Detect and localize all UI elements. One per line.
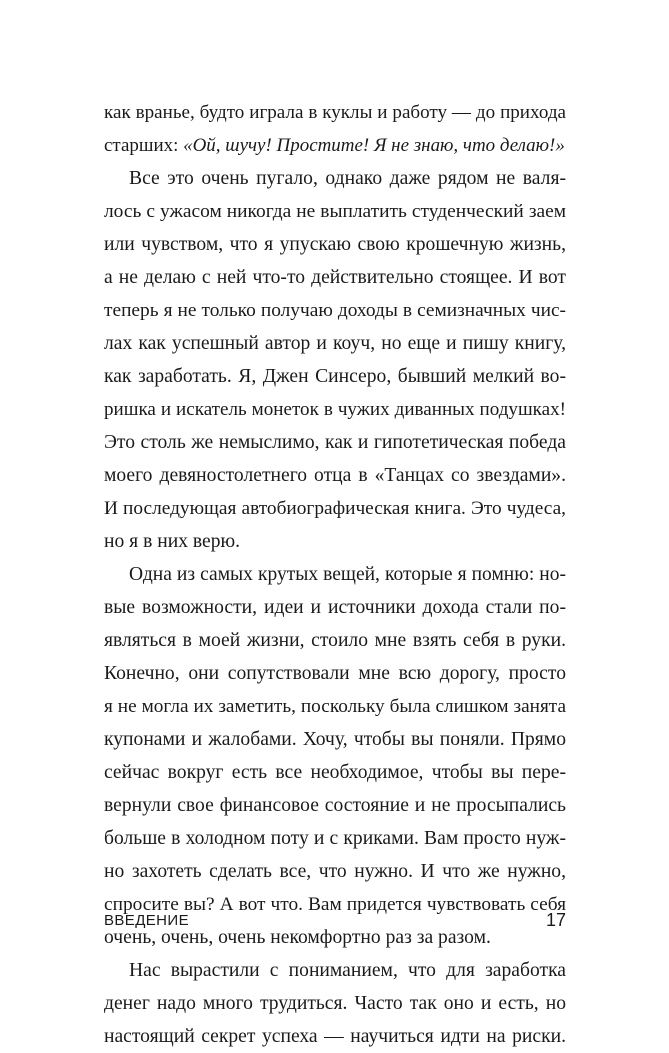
- italic-quote: «Ой, шучу! Простите! Я не знаю, что делаю!»: [183, 135, 565, 156]
- text-line: лось с ужасом никогда не выплатить студенческий заем: [104, 201, 566, 222]
- text-line: И последующая автобиографическая книга. Это чудеса,: [104, 498, 566, 519]
- text-line: вые возможности, идеи и источники дохода стали по-: [104, 597, 566, 618]
- text-line: вернули свое финансовое состояние и не просыпались: [104, 795, 566, 816]
- text-line: Конечно, они сопутствовали мне всю дорогу, просто: [104, 663, 566, 684]
- paragraph-first-line: Одна из самых крутых вещей, которые я помню: но-: [129, 564, 566, 585]
- text-line: или чувством, что я упускаю свою крошечную жизнь,: [104, 234, 566, 255]
- text-line: спросите вы? А вот что. Вам придется чувствовать себя: [104, 894, 566, 915]
- text-line: теперь я не только получаю доходы в семизначных чис-: [104, 300, 566, 321]
- text-line: как заработать. Я, Джен Синсеро, бывший мелкий во-: [104, 366, 566, 387]
- text-line: сейчас вокруг есть все необходимое, чтобы вы пере-: [104, 762, 566, 783]
- text-line: я не могла их заметить, поскольку была слишком занята: [104, 696, 566, 717]
- paragraph-last-line: очень, очень, очень некомфортно раз за разом.: [104, 927, 491, 948]
- paragraph-first-line: Нас вырастили с пониманием, что для заработка: [129, 960, 566, 981]
- text-line: а не делаю с ней что-то действительно стоящее. И вот: [104, 267, 566, 288]
- text-line: как вранье, будто играла в куклы и работу — до прихода: [104, 102, 566, 123]
- text-line: ришка и искатель монеток в чужих диванных подушках!: [104, 399, 566, 420]
- text-line: являться в моей жизни, стоило мне взять себя в руки.: [104, 630, 566, 651]
- text-line: но захотеть сделать все, что нужно. И что же нужно,: [104, 861, 566, 882]
- text-line: моего девяностолетнего отца в «Танцах со звездами».: [104, 465, 566, 486]
- page-number: 17: [545, 910, 566, 930]
- page-footer: [104, 912, 566, 936]
- text-line: настоящий секрет успеха — научиться идти на риски.: [104, 1026, 566, 1047]
- text-line: купонами и жалобами. Хочу, чтобы вы поняли. Прямо: [104, 729, 566, 750]
- text-line: лах как успешный автор и коуч, но еще и пишу книгу,: [104, 333, 566, 354]
- text-line: [104, 129, 566, 162]
- paragraph-first-line: Все это очень пугало, однако даже рядом не валя-: [129, 168, 566, 189]
- text-line: Это столь же немыслимо, как и гипотетическая победа: [104, 432, 566, 453]
- text-line-lead: старших:: [104, 135, 184, 156]
- running-head: ВВЕДЕНИЕ: [104, 912, 189, 929]
- body-text: [104, 96, 566, 1053]
- text-line: денег надо много трудиться. Часто так оно и есть, но: [104, 993, 566, 1014]
- paragraph-last-line: но я в них верю.: [104, 531, 241, 552]
- text-line: больше в холодном поту и с криками. Вам просто нуж-: [104, 828, 566, 849]
